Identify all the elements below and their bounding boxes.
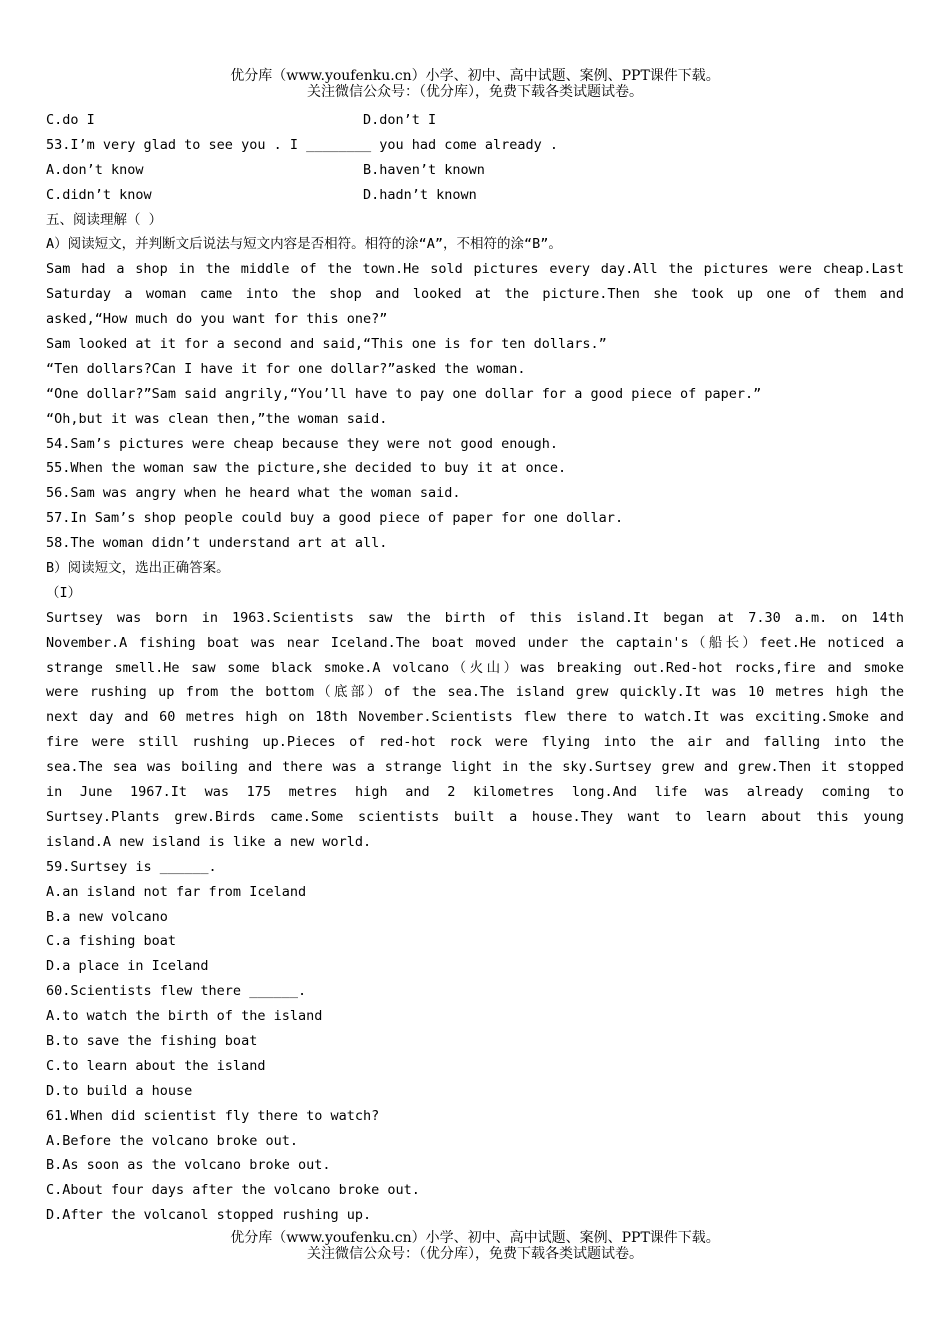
part-b-instructions: B）阅读短文，选出正确答案。 xyxy=(46,560,230,577)
q53-stem: 53.I’m very glad to see you . I ________ you had come already . xyxy=(46,136,559,153)
q53-options-ab xyxy=(46,158,904,183)
option-a: A.don’t know xyxy=(46,161,144,178)
q60-option-b: B.to save the fishing boat xyxy=(46,1032,258,1049)
part-a-instructions: A）阅读短文，并判断文后说法与短文内容是否相符。相符的涂“A”，不相符的涂“B”。 xyxy=(46,236,562,253)
passage-line: fire were still rushing up.Pieces of red-hot rock were flying into the air and falling into the xyxy=(46,734,904,751)
q61-option-c: C.About four days after the volcano broke out. xyxy=(46,1182,420,1199)
passage-line: Surtsey.Plants grew.Birds came.Some scientists built a house.They want to learn about this young xyxy=(46,808,904,825)
header-line-2: 关注微信公众号：（优分库），免费下载各类试题试卷。 xyxy=(307,84,643,100)
passage-line: Surtsey was born in 1963.Scientists saw the birth of this island.It began at 7.30 a.m. on 14th xyxy=(46,609,904,626)
passage-line: next day and 60 metres high on 18th November.Scientists flew there to watch.It was exciting.Smoke and xyxy=(46,709,904,726)
passage-line: “Oh,but it was clean then,”the woman said. xyxy=(46,410,388,427)
passage-line: strange smell.He saw some black smoke.A volcano（火山）was breaking out.Red-hot rocks,fire and smoke xyxy=(46,659,904,676)
passage-line: “Ten dollars?Can I have it for one dollar?”asked the woman. xyxy=(46,360,526,377)
q61-option-a: A.Before the volcano broke out. xyxy=(46,1132,298,1149)
section-title: 五、阅读理解（ ） xyxy=(46,211,163,228)
footer-line-1: 优分库（www.youfenku.cn）小学、初中、高中试题、案例、PPT课件下载。 xyxy=(230,1230,720,1246)
q59-option-c: C.a fishing boat xyxy=(46,933,177,950)
passage-line: Sam looked at it for a second and said,“This one is for ten dollars.” xyxy=(46,336,607,353)
statement-56: 56.Sam was angry when he heard what the woman said. xyxy=(46,485,461,502)
passage-line: Saturday a woman came into the shop and looked at the picture.Then she took up one of them and xyxy=(46,286,904,303)
q61-option-d: D.After the volcanol stopped rushing up. xyxy=(46,1207,372,1224)
page-footer xyxy=(0,1230,950,1262)
passage-line: asked,“How much do you want for this one?” xyxy=(46,311,388,328)
option-d: D.don’t I xyxy=(363,112,437,128)
statement-54: 54.Sam’s pictures were cheap because they were not good enough. xyxy=(46,435,559,452)
passage-a-paragraph xyxy=(46,257,904,332)
footer-line-2: 关注微信公众号：（优分库），免费下载各类试题试卷。 xyxy=(307,1246,643,1262)
q59-stem: 59.Surtsey is ______. xyxy=(46,858,217,875)
q52-options-cd xyxy=(46,108,904,133)
passage-line: were rushing up from the bottom（底部）of the sea.The island grew quickly.It was 10 metres high the xyxy=(46,684,904,701)
statement-57: 57.In Sam’s shop people could buy a good piece of paper for one dollar. xyxy=(46,510,624,527)
q61-option-b: B.As soon as the volcano broke out. xyxy=(46,1157,331,1174)
option-c: C.do I xyxy=(46,112,95,128)
passage-b-paragraph xyxy=(46,606,904,855)
q60-option-c: C.to learn about the island xyxy=(46,1057,266,1074)
option-d: D.hadn’t known xyxy=(363,186,477,203)
q61-stem: 61.When did scientist fly there to watch? xyxy=(46,1107,380,1124)
q60-option-a: A.to watch the birth of the island xyxy=(46,1008,323,1025)
q59-option-d: D.a place in Iceland xyxy=(46,958,209,975)
passage-line: island.A new island is like a new world. xyxy=(46,833,372,850)
q53-options-cd xyxy=(46,183,904,208)
q60-stem: 60.Scientists flew there ______. xyxy=(46,983,307,1000)
q59-option-b: B.a new volcano xyxy=(46,908,168,925)
header-line-1: 优分库（www.youfenku.cn）小学、初中、高中试题、案例、PPT课件下载。 xyxy=(230,68,720,84)
passage-line: November.A fishing boat was near Iceland.The boat moved under the captain's（船长）feet.He noticed a xyxy=(46,634,904,651)
page-header xyxy=(0,68,950,100)
part-b-number: （I） xyxy=(46,584,82,601)
document-body xyxy=(46,108,904,1228)
passage-line: sea.The sea was boiling and there was a strange light in the sky.Surtsey grew and grew.Then it stopped xyxy=(46,759,904,776)
statement-55: 55.When the woman saw the picture,she decided to buy it at once. xyxy=(46,460,567,477)
passage-line: in June 1967.It was 175 metres high and 2 kilometres long.And life was already coming to xyxy=(46,784,904,801)
q60-option-d: D.to build a house xyxy=(46,1082,193,1099)
statement-58: 58.The woman didn’t understand art at all. xyxy=(46,535,388,552)
option-c: C.didn’t know xyxy=(46,186,152,203)
passage-line: Sam had a shop in the middle of the town.He sold pictures every day.All the pictures were cheap.Last xyxy=(46,261,904,278)
passage-line: “One dollar?”Sam said angrily,“You’ll have to pay one dollar for a good piece of paper.” xyxy=(46,385,762,402)
q59-option-a: A.an island not far from Iceland xyxy=(46,883,307,900)
option-b: B.haven’t known xyxy=(363,161,485,178)
